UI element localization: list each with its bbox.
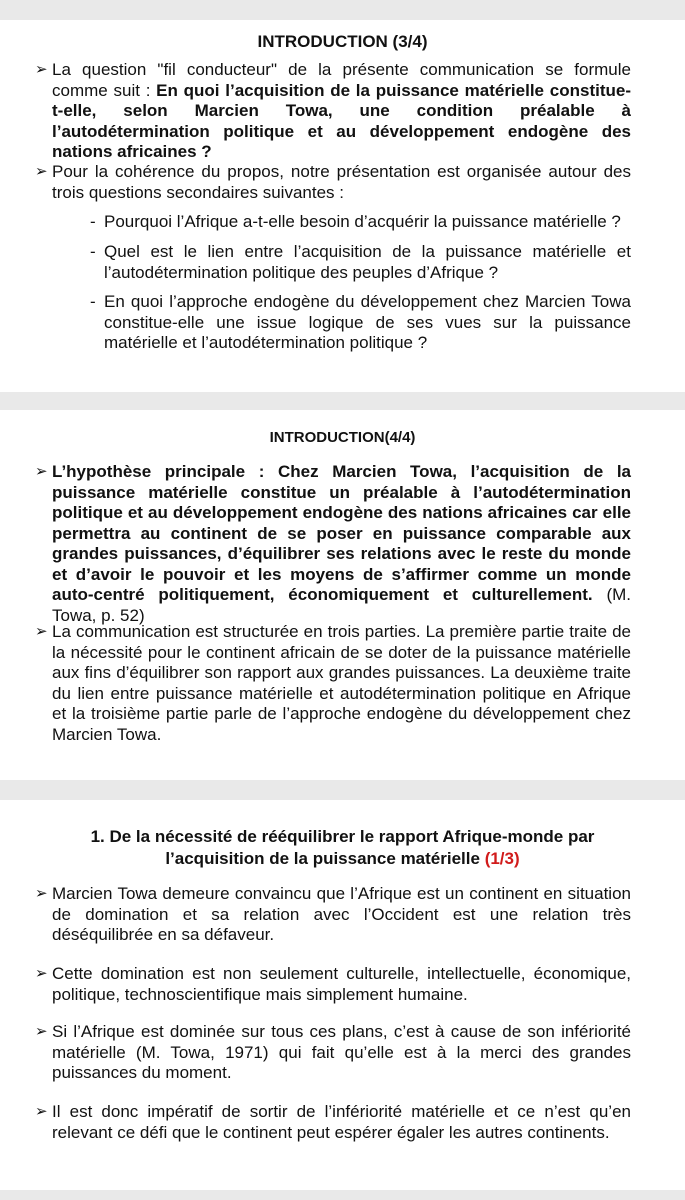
bullet-text: La communication est structurée en trois parties. La première partie traite de la nécessité pour le continent africain de se doter de la puissance matérielle aux fins d’équilibrer son rapport aux grandes puissances. La deuxième traite du lien entre puissance matérielle et autodétermination politique en Afrique et la troisième partie parle de l’approche endogène du développement chez Marcien Towa.	[52, 622, 631, 744]
question-text: Pourquoi l’Afrique a-t-elle besoin d’acquérir la puissance matérielle ?	[104, 212, 621, 231]
bullet-text: La question "fil conducteur" de la présente communication se formule comme suit :	[52, 60, 631, 100]
main-question-text: En quoi l’acquisition de la puissance matérielle constitue-t-elle, selon Marcien Towa, une condition préalable à l’autodétermination politique et au développement endogène des nations africaines ?	[52, 80, 631, 161]
arrow-bullet-icon: ➢	[35, 885, 48, 902]
bullet-text: Cette domination est non seulement culturelle, intellectuelle, économique, politique, technoscientifique mais simplement humaine.	[52, 964, 631, 1004]
secondary-question-item	[90, 212, 631, 233]
citation: (M. Towa, p. 52)	[52, 585, 631, 625]
arrow-bullet-icon: ➢	[35, 163, 48, 180]
arrow-bullet-icon: ➢	[35, 1103, 48, 1120]
secondary-question-item	[90, 242, 631, 283]
structure-bullet	[35, 622, 631, 745]
bullet-text: Marcien Towa demeure convaincu que l’Afrique est un continent en situation de domination et sa relation avec l’Occident est une relation très déséquilibrée en sa défaveur.	[52, 884, 631, 944]
bullet-text: Pour la cohérence du propos, notre présentation est organisée autour des trois questions secondaires suivantes :	[52, 162, 631, 202]
arrow-bullet-icon: ➢	[35, 463, 48, 480]
slide-introduction-3-4	[0, 20, 685, 392]
bullet-text: Si l’Afrique est dominée sur tous ces plans, c’est à cause de son infériorité matérielle (M. Towa, 1971) qui fait qu’elle est à la merci des grandes puissances du moment.	[52, 1022, 631, 1082]
main-question-bullet	[35, 60, 631, 163]
question-text: Quel est le lien entre l’acquisition de la puissance matérielle et l’autodétermination politique des peuples d’Afrique ?	[104, 242, 631, 282]
hypothesis-text: L’hypothèse principale : Chez Marcien Towa, l’acquisition de la puissance matérielle constitue un préalable à l’autodétermination politique et au développement endogène des nations africaines car elle permettra au continent de se poser en puissance comparable aux grandes puissances, d’équilibrer ses relations avec le reste du monde et d’avoir le pouvoir et les moyens de s’affirmer comme un monde auto-centré politiquement, économiquement et culturellement.	[52, 462, 631, 604]
dash-bullet: -	[90, 242, 96, 261]
slide-title: INTRODUCTION(4/4)	[269, 429, 416, 446]
title-text: 1. De la nécessité de rééquilibrer le rapport Afrique-monde par l’acquisition de la puissance matérielle	[90, 827, 595, 868]
dash-bullet: -	[90, 292, 96, 311]
secondary-questions-intro	[35, 162, 631, 203]
part-indicator: (1/3)	[484, 849, 520, 868]
question-text: En quoi l’approche endogène du développement chez Marcien Towa constitue-elle une issue logique de ses vues sur la puissance matérielle et l’autodétermination politique ?	[104, 292, 631, 352]
slide-introduction-4-4	[0, 410, 685, 780]
slide-title: INTRODUCTION (3/4)	[257, 32, 428, 51]
list-item	[35, 964, 631, 1005]
arrow-bullet-icon: ➢	[35, 623, 48, 640]
list-item	[35, 1022, 631, 1084]
list-item	[35, 1102, 631, 1143]
arrow-bullet-icon: ➢	[35, 965, 48, 982]
dash-bullet: -	[90, 212, 96, 231]
hypothesis-bullet	[35, 462, 631, 626]
bullet-text: Il est donc impératif de sortir de l’infériorité matérielle et ce n’est qu’en relevant ce défi que le continent peut espérer égaler les autres continents.	[52, 1102, 631, 1142]
list-item	[35, 884, 631, 946]
slide-part-1	[0, 800, 685, 1190]
arrow-bullet-icon: ➢	[35, 61, 48, 78]
secondary-question-item	[90, 292, 631, 354]
slide-title	[40, 826, 645, 870]
arrow-bullet-icon: ➢	[35, 1023, 48, 1040]
